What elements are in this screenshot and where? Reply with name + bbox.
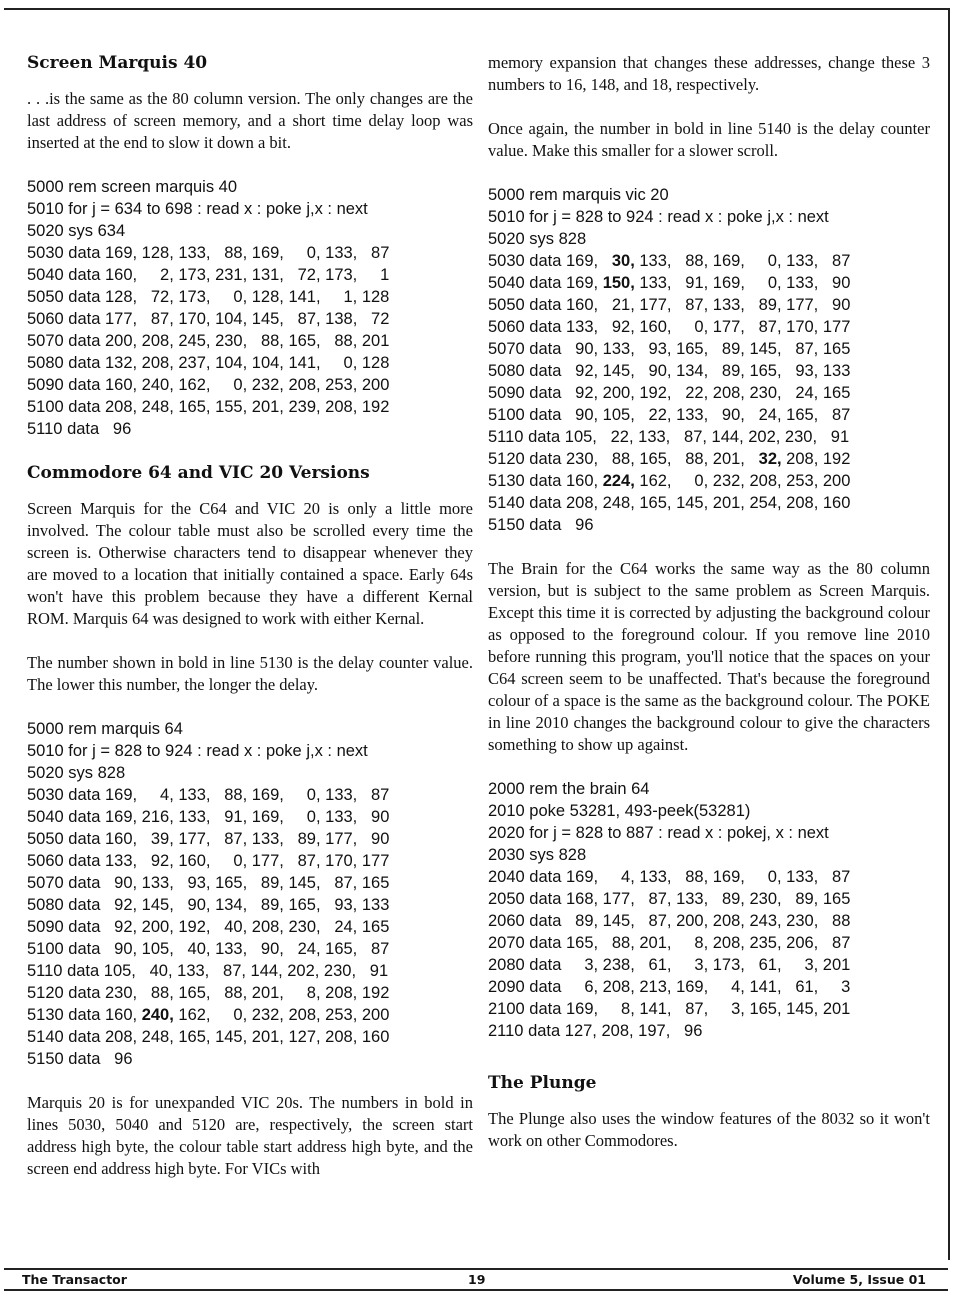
code-line: 5080 data 92, 145, 90, 134, 89, 165, 93, 133 <box>27 896 390 914</box>
code-line: 5130 data 160, 240, 162, 0, 232, 208, 253, 200 <box>27 1006 390 1024</box>
code-line: 5000 rem screen marquis 40 <box>27 178 238 196</box>
code-line: 2100 data 169, 8, 141, 87, 3, 165, 145, 201 <box>488 1000 851 1018</box>
bold-value: 150, <box>602 274 635 292</box>
code-line: 2110 data 127, 208, 197, 96 <box>488 1022 703 1040</box>
heading-c64-vic20-versions: Commodore 64 and VIC 20 Versions <box>27 463 370 483</box>
code-line: 5010 for j = 634 to 698 : read x : poke j,x : next <box>27 200 368 218</box>
code-line: 5100 data 90, 105, 40, 133, 90, 24, 165, 87 <box>27 940 390 958</box>
code-line: 2050 data 168, 177, 87, 133, 89, 230, 89, 165 <box>488 890 851 908</box>
heading-screen-marquis-40: Screen Marquis 40 <box>27 53 208 73</box>
code-line: 5100 data 208, 248, 165, 155, 201, 239, 208, 192 <box>27 398 390 416</box>
code-line: 5120 data 230, 88, 165, 88, 201, 8, 208, 192 <box>27 984 390 1002</box>
code-listing <box>27 176 473 440</box>
code-line: 2060 data 89, 145, 87, 200, 208, 243, 230, 88 <box>488 912 851 930</box>
code-line: 5150 data 96 <box>27 1050 133 1068</box>
code-line: 5020 sys 828 <box>488 230 587 248</box>
code-line: 2040 data 169, 4, 133, 88, 169, 0, 133, 87 <box>488 868 851 886</box>
code-line: 5140 data 208, 248, 165, 145, 201, 127, 208, 160 <box>27 1028 390 1046</box>
code-line: 5040 data 160, 2, 173, 231, 131, 72, 173, 1 <box>27 266 390 284</box>
code-line: 2000 rem the brain 64 <box>488 780 650 798</box>
code-line: 5040 data 169, 216, 133, 91, 169, 0, 133, 90 <box>27 808 390 826</box>
code-line: 5030 data 169, 128, 133, 88, 169, 0, 133, 87 <box>27 244 390 262</box>
code-listing <box>488 184 930 536</box>
heading-the-plunge: The Plunge <box>488 1073 597 1093</box>
code-line: 2080 data 3, 238, 61, 3, 173, 61, 3, 201 <box>488 956 851 974</box>
code-line: 5010 for j = 828 to 924 : read x : poke j,x : next <box>488 208 829 226</box>
code-line: 5110 data 105, 40, 133, 87, 144, 202, 230, 91 <box>27 962 389 980</box>
code-line: 5070 data 200, 208, 245, 230, 88, 165, 88, 201 <box>27 332 390 350</box>
paragraph: The Brain for the C64 works the same way as the 80 column version, but is subject to the same problem as Screen Marquis. Except this time it is corrected by adjusting the background colour as opposed to the foreground colour. If you remove line 2010 before running this program, you'll notice that the spaces on your C64 screen seem to be unaffected. That's because the foreground colour of a space is the same as the background colour. The POKE in line 2010 changes the background colour to give the characters something to show up against. <box>488 559 930 754</box>
code-line: 2010 poke 53281, 493-peek(53281) <box>488 802 751 820</box>
code-line: 5050 data 160, 39, 177, 87, 133, 89, 177, 90 <box>27 830 390 848</box>
bold-value: 240, <box>141 1006 174 1024</box>
code-line: 5100 data 90, 105, 22, 133, 90, 24, 165, 87 <box>488 406 851 424</box>
right-column <box>488 44 930 1174</box>
paragraph: The number shown in bold in line 5130 is the delay counter value. The lower this number, the longer the delay. <box>27 653 473 694</box>
footer-rule <box>4 1268 948 1270</box>
code-line: 5120 data 230, 88, 165, 88, 201, 32, 208, 192 <box>488 450 851 468</box>
code-line: 2030 sys 828 <box>488 846 587 864</box>
code-line: 5050 data 160, 21, 177, 87, 133, 89, 177, 90 <box>488 296 851 314</box>
code-line: 5080 data 132, 208, 237, 104, 104, 141, 0, 128 <box>27 354 390 372</box>
code-line: 5130 data 160, 224, 162, 0, 232, 208, 253, 200 <box>488 472 851 490</box>
bold-value: 224, <box>602 472 635 490</box>
paragraph: . . .is the same as the 80 column version. The only changes are the last address of screen memory, and a short time delay loop was inserted at the end to slow it down a bit. <box>27 89 473 152</box>
code-line: 5020 sys 828 <box>27 764 126 782</box>
code-line: 5060 data 133, 92, 160, 0, 177, 87, 170, 177 <box>488 318 851 336</box>
code-line: 5000 rem marquis vic 20 <box>488 186 669 204</box>
left-column <box>27 44 473 1202</box>
bold-value: 30, <box>611 252 635 270</box>
code-line: 5110 data 96 <box>27 420 132 438</box>
code-line: 2070 data 165, 88, 201, 8, 208, 235, 206, 87 <box>488 934 851 952</box>
footer-issue: Volume 5, Issue 01 <box>792 1272 926 1287</box>
code-line: 2090 data 6, 208, 213, 169, 4, 141, 61, 3 <box>488 978 851 996</box>
bold-value: 32, <box>758 450 782 468</box>
code-line: 5020 sys 634 <box>27 222 126 240</box>
footer-magazine-title: The Transactor <box>22 1272 127 1287</box>
code-line: 5040 data 169, 150, 133, 91, 169, 0, 133, 90 <box>488 274 851 292</box>
footer-page-number: 19 <box>468 1272 486 1287</box>
code-line: 5010 for j = 828 to 924 : read x : poke j,x : next <box>27 742 368 760</box>
page-footer <box>22 1272 926 1290</box>
code-line: 5150 data 96 <box>488 516 594 534</box>
paragraph: Marquis 20 is for unexpanded VIC 20s. The numbers in bold in lines 5030, 5040 and 5120 are, respectively, the screen start address high byte, the colour table start address high byte, and the screen end address high byte. For VICs with <box>27 1093 473 1178</box>
paragraph: memory expansion that changes these addresses, change these 3 numbers to 16, 148, and 18, respectively. <box>488 53 930 94</box>
code-line: 5030 data 169, 30, 133, 88, 169, 0, 133, 87 <box>488 252 851 270</box>
code-line: 5070 data 90, 133, 93, 165, 89, 145, 87, 165 <box>27 874 390 892</box>
code-listing <box>27 718 473 1070</box>
footer-rule-bottom <box>4 1289 948 1291</box>
code-line: 2020 for j = 828 to 887 : read x : pokej, x : next <box>488 824 829 842</box>
paragraph: The Plunge also uses the window features of the 8032 so it won't work on other Commodores. <box>488 1109 930 1150</box>
code-line: 5080 data 92, 145, 90, 134, 89, 165, 93, 133 <box>488 362 851 380</box>
code-line: 5030 data 169, 4, 133, 88, 169, 0, 133, 87 <box>27 786 390 804</box>
code-line: 5000 rem marquis 64 <box>27 720 183 738</box>
code-line: 5110 data 105, 22, 133, 87, 144, 202, 230, 91 <box>488 428 850 446</box>
paragraph: Once again, the number in bold in line 5140 is the delay counter value. Make this smaller for a slower scroll. <box>488 119 930 160</box>
code-line: 5090 data 160, 240, 162, 0, 232, 208, 253, 200 <box>27 376 390 394</box>
paragraph: Screen Marquis for the C64 and VIC 20 is only a little more involved. The colour table must also be scrolled every time the screen is. Otherwise characters tend to disappear whenever they are moved to a location that initially contained a space. Early 64s won't have this problem because they have a different Kernal ROM. Marquis 64 was designed to work with either Kernal. <box>27 499 473 628</box>
code-line: 5070 data 90, 133, 93, 165, 89, 145, 87, 165 <box>488 340 851 358</box>
code-line: 5140 data 208, 248, 165, 145, 201, 254, 208, 160 <box>488 494 851 512</box>
code-listing <box>488 778 930 1042</box>
code-line: 5090 data 92, 200, 192, 22, 208, 230, 24, 165 <box>488 384 851 402</box>
code-line: 5050 data 128, 72, 173, 0, 128, 141, 1, 128 <box>27 288 390 306</box>
code-line: 5060 data 133, 92, 160, 0, 177, 87, 170, 177 <box>27 852 390 870</box>
code-line: 5090 data 92, 200, 192, 40, 208, 230, 24, 165 <box>27 918 390 936</box>
code-line: 5060 data 177, 87, 170, 104, 145, 87, 138, 72 <box>27 310 390 328</box>
